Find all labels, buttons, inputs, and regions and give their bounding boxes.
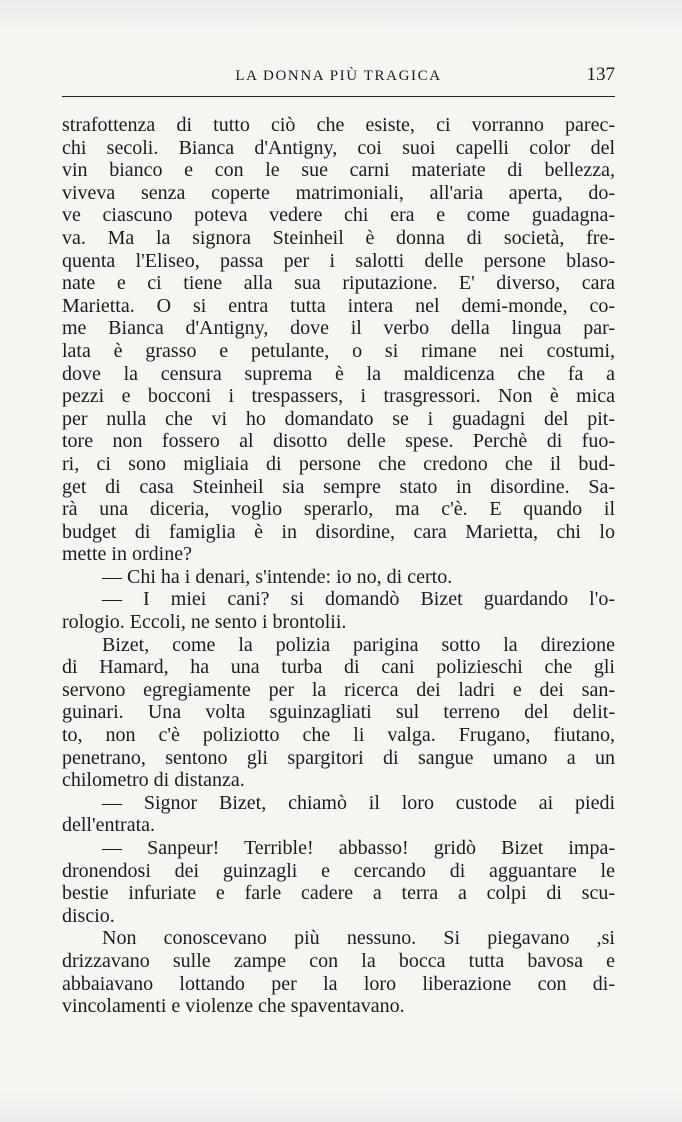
text-line: guinari. Una volta sguinzagliati sul terreno del delit-	[62, 701, 615, 724]
text-line: Marietta. O si entra tutta intera nel demi-monde, co-	[62, 294, 615, 317]
text-line: vin bianco e con le sue carni materiate di bellezza,	[62, 159, 615, 182]
text-line: ri, ci sono migliaia di persone che credono che il bud-	[62, 452, 615, 475]
text-line: me Bianca d'Antigny, dove il verbo della lingua par-	[62, 317, 615, 340]
text-line: dell'entrata.	[62, 814, 155, 837]
text-line: abbaiavano lottando per la loro liberazione con di-	[62, 972, 615, 995]
text-line: rà una diceria, voglio sperarlo, ma c'è. E quando il	[62, 498, 615, 521]
running-title: LA DONNA PIÙ TRAGICA	[235, 68, 442, 84]
text-line: strafottenza di tutto ciò che esiste, ci vorranno parec-	[62, 114, 615, 136]
text-line: quenta l'Eliseo, passa per i salotti delle persone blaso-	[62, 249, 615, 272]
text-line: vincolamenti e violenze che spaventavano.	[62, 995, 405, 1018]
text-line: discio.	[62, 904, 115, 927]
text-line: Non conoscevano più nessuno. Si piegavano ,si	[102, 927, 615, 950]
page-number: 137	[586, 64, 615, 85]
body-text	[62, 114, 615, 1018]
text-line: dove la censura suprema è la maldicenza che fa a	[62, 362, 615, 385]
header-rule	[62, 96, 615, 97]
text-line: mette in ordine?	[62, 543, 192, 566]
page-header	[62, 64, 615, 92]
text-line: di Hamard, ha una turba di cani polizieschi che gli	[62, 656, 615, 679]
text-line: viveva senza coperte matrimoniali, all'aria aperta, do-	[62, 181, 615, 204]
text-line: — Signor Bizet, chiamò il loro custode ai piedi	[102, 791, 615, 814]
text-line: servono egregiamente per la ricerca dei ladri e dei san-	[62, 678, 615, 701]
text-line: dronendosi dei guinzagli e cercando di agguantare le	[62, 859, 615, 882]
text-line: — I miei cani? si domandò Bizet guardando l'o-	[102, 588, 615, 611]
text-line: Bizet, come la polizia parigina sotto la direzione	[102, 633, 615, 656]
text-line: pezzi e bocconi i trespassers, i trasgressori. Non è mica	[62, 385, 615, 408]
text-line: tore non fossero al disotto delle spese. Perchè di fuo-	[62, 430, 615, 453]
text-line: lata è grasso e petulante, o si rimane nei costumi,	[62, 339, 615, 362]
text-line: — Sanpeur! Terrible! abbasso! gridò Bizet impa-	[102, 837, 615, 859]
text-line: nate e ci tiene alla sua riputazione. E' diverso, cara	[62, 272, 615, 295]
text-line: penetrano, sentono gli spargitori di sangue umano a un	[62, 746, 615, 769]
text-line: chilometro di distanza.	[62, 769, 245, 792]
text-line: bestie infuriate e farle cadere a terra a colpi di scu-	[62, 882, 615, 905]
text-line: va. Ma la signora Steinheil è donna di società, fre-	[62, 226, 615, 249]
text-line: ve ciascuno poteva vedere chi era e come guadagna-	[62, 204, 615, 227]
text-line: drizzavano sulle zampe con la bocca tutta bavosa e	[62, 949, 615, 972]
text-line: to, non c'è poliziotto che li valga. Frugano, fiutano,	[62, 724, 615, 747]
text-line: rologio. Eccoli, ne sento i brontolii.	[62, 611, 347, 634]
text-line: get di casa Steinheil sia sempre stato in disordine. Sa-	[62, 475, 615, 498]
text-line: chi secoli. Bianca d'Antigny, coi suoi capelli color del	[62, 136, 615, 159]
text-line: budget di famiglia è in disordine, cara Marietta, chi lo	[62, 520, 615, 543]
text-line: — Chi ha i denari, s'intende: io no, di certo.	[102, 565, 453, 588]
text-line: per nulla che vi ho domandato se i guadagni del pit-	[62, 407, 615, 430]
